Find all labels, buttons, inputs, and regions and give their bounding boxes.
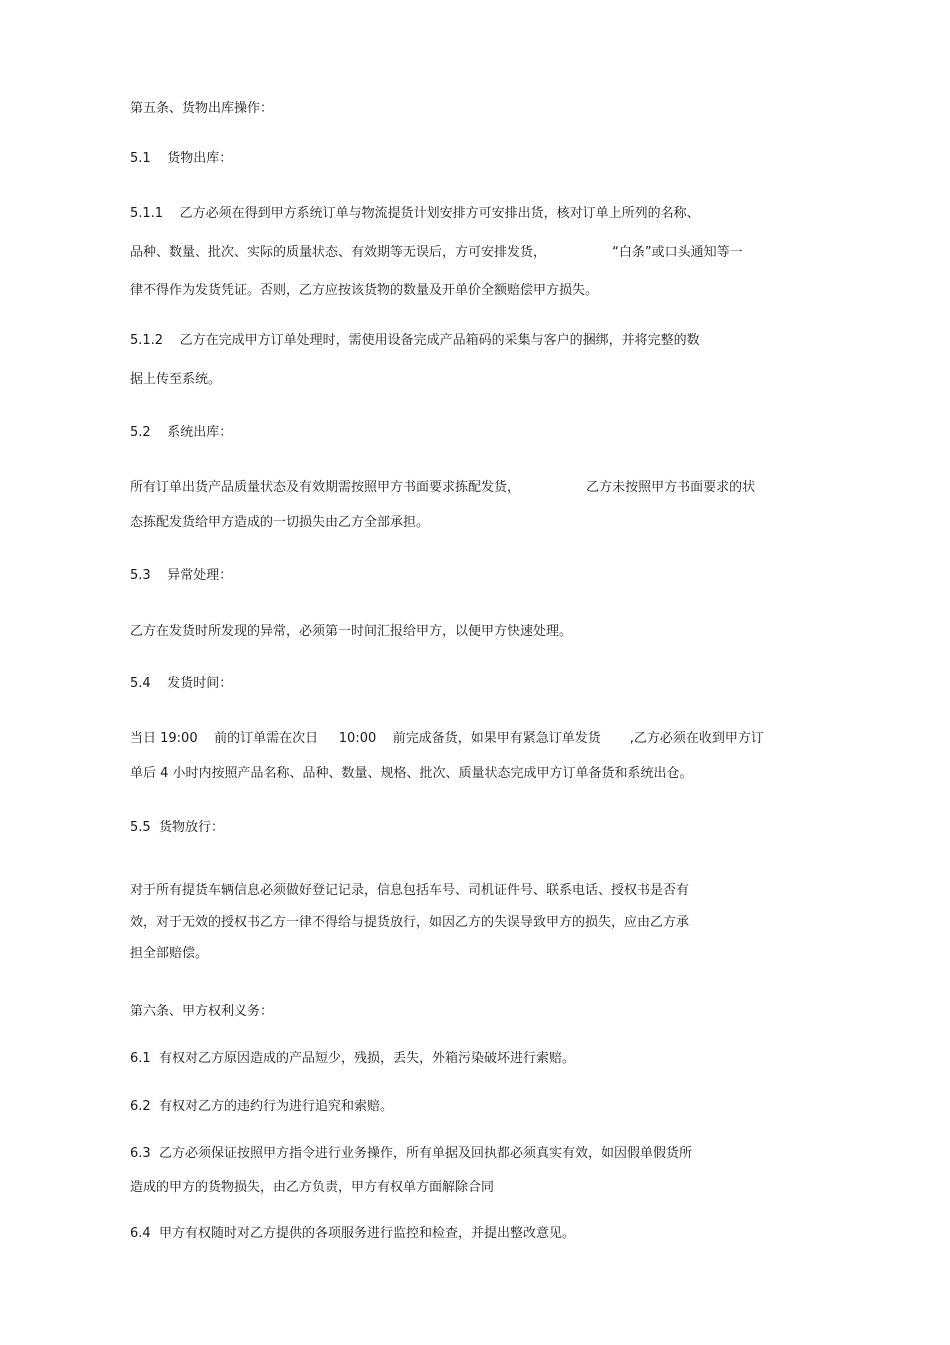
section-5-5-line-1: 对于所有提货车辆信息必须做好登记记录，信息包括车号、司机证件号、联系电话、授权书是否有 xyxy=(130,883,690,898)
section-5-2-heading: 5.2 系统出库： xyxy=(130,425,233,440)
section-6-1: 6.1 有权对乙方原因造成的产品短少，残损，丢失，外箱污染破坏进行索赔。 xyxy=(130,1051,575,1066)
section-6-3-line-2: 造成的甲方的货物损失，由乙方负责，甲方有权单方面解除合同 xyxy=(130,1180,495,1195)
section-5-2-line-2: 态拣配发货给甲方造成的一切损失由乙方全部承担。 xyxy=(130,515,430,530)
section-5-1-1-line-3: 律不得作为发货凭证。否则，乙方应按该货物的数量及开单价全额赔偿甲方损失。 xyxy=(130,283,599,298)
section-5-1-2-line-2: 据上传至系统。 xyxy=(130,372,222,387)
section-5-1-1-line-1: 5.1.1 乙方必须在得到甲方系统订单与物流提货计划安排方可安排出货，核对订单上所列的名称、 xyxy=(130,206,700,221)
article-6-title: 第六条、甲方权利义务： xyxy=(130,1004,274,1019)
section-5-5-heading: 5.5 货物放行： xyxy=(130,820,224,835)
section-5-4-line-2: 单后 4 小时内按照产品名称、品种、数量、规格、批次、质量状态完成甲方订单备货和系统出仓。 xyxy=(130,766,693,781)
section-5-1-1-line-2: 品种、数量、批次、实际的质量状态、有效期等无误后，方可安排发货， “白条”或口头通知等一 xyxy=(130,245,743,260)
section-6-4: 6.4 甲方有权随时对乙方提供的各项服务进行监控和检查，并提出整改意见。 xyxy=(130,1226,575,1241)
section-5-5-line-2: 效，对于无效的授权书乙方一律不得给与提货放行，如因乙方的失误导致甲方的损失，应由乙方承 xyxy=(130,915,690,930)
section-5-3-heading: 5.3 异常处理： xyxy=(130,568,233,583)
section-5-5-line-3: 担全部赔偿。 xyxy=(130,946,209,961)
section-5-2-line-1: 所有订单出货产品质量状态及有效期需按照甲方书面要求拣配发货， 乙方未按照甲方书面要求的状 xyxy=(130,480,756,495)
section-5-4-line-1: 当日 19:00 前的订单需在次日 10:00 前完成备货，如果甲有紧急订单发货 ,乙方必须在收到甲方订 xyxy=(130,731,764,746)
section-6-2: 6.2 有权对乙方的违约行为进行追究和索赔。 xyxy=(130,1099,393,1114)
section-5-1-2-line-1: 5.1.2 乙方在完成甲方订单处理时，需使用设备完成产品箱码的采集与客户的捆绑，并将完整的数 xyxy=(130,333,700,348)
article-5-title: 第五条、货物出库操作： xyxy=(130,101,274,116)
section-5-3-line-1: 乙方在发货时所发现的异常，必须第一时间汇报给甲方，以便甲方快速处理。 xyxy=(130,624,573,639)
section-5-4-heading: 5.4 发货时间： xyxy=(130,676,233,691)
section-6-3-line-1: 6.3 乙方必须保证按照甲方指令进行业务操作，所有单据及回执都必须真实有效，如因假单假货所 xyxy=(130,1146,692,1161)
section-5-1-heading: 5.1 货物出库： xyxy=(130,151,233,166)
